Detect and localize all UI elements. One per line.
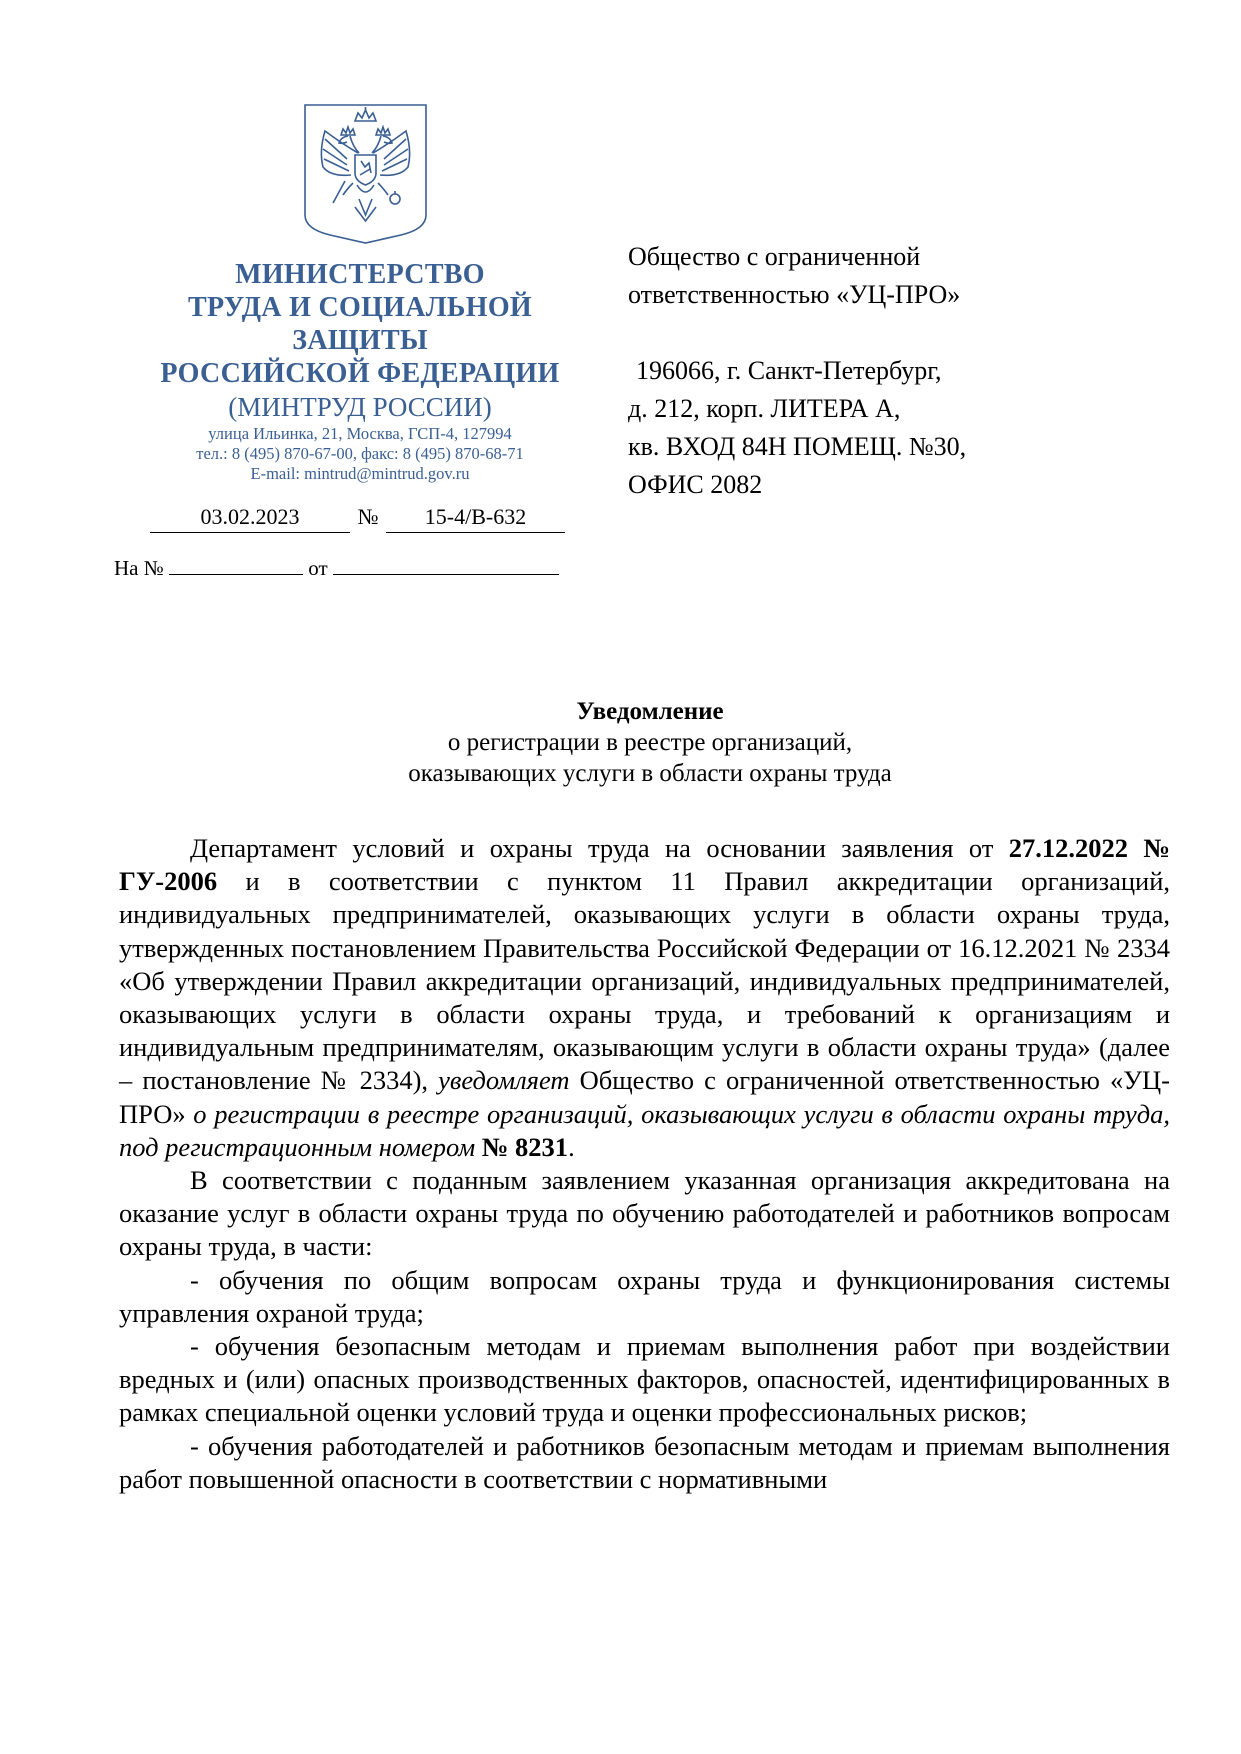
text-run: Департамент условий и охраны труда на основании заявления от — [190, 833, 1009, 863]
addressee-address-line: ОФИС 2082 — [628, 470, 763, 499]
text-run-italic: уведомляет — [438, 1065, 570, 1096]
reply-number-label: На № — [114, 556, 164, 580]
addressee-address-line: кв. ВХОД 84Н ПОМЕЩ. №30, — [628, 432, 967, 461]
ministry-name-line: РОССИЙСКОЙ ФЕДЕРАЦИИ — [160, 358, 560, 389]
application-ref: 27.12.2022 № ГУ-2006 — [119, 833, 1170, 897]
addressee-org-line: ответственностью «УЦ-ПРО» — [628, 280, 961, 309]
title-heading: Уведомление — [576, 698, 724, 725]
addressee-address-line: д. 212, корп. ЛИТЕРА А, — [628, 394, 901, 423]
text-run: . — [568, 1131, 575, 1162]
ministry-name-line: МИНИСТЕРСТВО — [235, 259, 485, 290]
registration-number: 15-4/В-632 — [386, 502, 565, 533]
document-title — [280, 696, 1020, 789]
ministry-header — [140, 258, 580, 484]
addressee-address-line: 196066, г. Санкт-Петербург, — [636, 356, 942, 385]
text-run-italic: о регистрации в реестре организаций, оказывающих услуги в области охраны труда, под регистрационным номером — [119, 1098, 1170, 1162]
document-body — [119, 832, 1170, 1496]
registry-number: № 8231 — [481, 1131, 569, 1162]
ministry-address: улица Ильинка, 21, Москва, ГСП-4, 127994 — [208, 424, 512, 443]
text-run: Общество с ограниченной ответственностью «УЦ-ПРО» — [119, 1065, 1170, 1129]
number-sign: № — [357, 504, 379, 529]
addressee-block — [628, 238, 1148, 504]
title-line: оказывающих услуги в области охраны труда — [408, 760, 892, 787]
title-line: о регистрации в реестре организаций, — [447, 729, 853, 756]
reply-to-line — [114, 554, 559, 582]
addressee-org-line: Общество с ограниченной — [628, 242, 921, 271]
ministry-name-line: ЗАЩИТЫ — [292, 325, 428, 356]
registration-line — [150, 502, 565, 532]
reply-date-label: от — [308, 556, 328, 580]
reply-date-blank — [333, 556, 559, 575]
body-list-item: - обучения работодателей и работников безопасным методам и приемам выполнения работ повышенной опасности в соответствии с нормативными — [119, 1430, 1170, 1494]
body-paragraph — [119, 832, 1170, 1164]
body-paragraph: В соответствии с поданным заявлением указанная организация аккредитована на оказание услуг в области охраны труда по обучению работодателей и работников вопросам охраны труда, в части: — [119, 1165, 1170, 1262]
registration-date: 03.02.2023 — [150, 502, 350, 533]
text-run: и в соответствии с пунктом 11 Правил аккредитации организаций, индивидуальных предпринимателей, оказывающих услуги в области охраны труда, утвержденных постановлением Правительства Российской Федерации от 16.12.2021 № 2334 «Об утверждении Правил аккредитации организаций, индивидуальных предпринимателей, оказывающих услуги в области охраны труда, и требований к организациям и индивидуальным предпринимателям, оказывающим услуги в области охраны труда» (далее – постановление № 2334), — [119, 866, 1170, 1096]
ministry-email: E-mail: mintrud@mintrud.gov.ru — [250, 464, 470, 483]
coat-of-arms-icon — [303, 103, 428, 245]
ministry-short-name: (МИНТРУД РОССИИ) — [228, 392, 492, 422]
text-run — [475, 1132, 482, 1162]
body-list-item: - обучения безопасным методам и приемам выполнения работ при воздействии вредных и (или) опасных производственных факторов, опасностей, идентифицированных в рамках специальной оценки условий труда и оценки профессиональных рисков; — [119, 1331, 1170, 1428]
body-list-item: - обучения по общим вопросам охраны труда и функционирования системы управления охраной труда; — [119, 1264, 1170, 1328]
ministry-phones: тел.: 8 (495) 870-67-00, факс: 8 (495) 870-68-71 — [196, 444, 524, 463]
ministry-name-line: ТРУДА И СОЦИАЛЬНОЙ — [188, 292, 532, 323]
reply-number-blank — [169, 556, 303, 575]
